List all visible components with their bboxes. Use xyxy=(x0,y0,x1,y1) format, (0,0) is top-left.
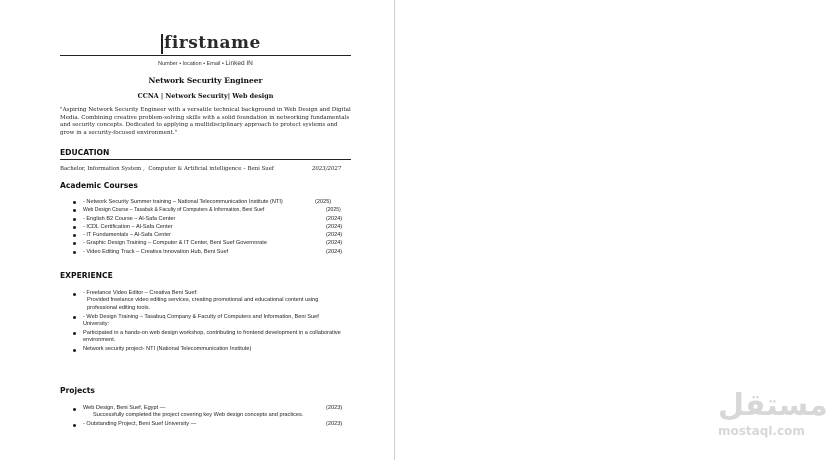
page-divider xyxy=(394,0,395,460)
contact-email: Email xyxy=(206,61,221,67)
education-entry xyxy=(60,166,351,172)
watermark-latin: mostaql.com xyxy=(718,424,805,438)
experience-heading: EXPERIENCE xyxy=(60,271,113,280)
list-item: - English B2 Course – Al-Safa Center (2024) xyxy=(72,215,362,223)
list-item: Network security project- NTI (National Telecommunication Institute) xyxy=(72,346,342,353)
education-years: 2023/2027 xyxy=(312,166,342,172)
courses-heading: Academic Courses xyxy=(60,181,138,190)
contact-location: location xyxy=(182,61,202,67)
list-item: - Freelance Video Editor – Creativa Beni Suef: Provided freelance video editing services, creating promotional and educational content using professional editing tools. xyxy=(72,290,342,312)
education-degree: Bachelor, Information System , xyxy=(60,166,145,172)
projects-list xyxy=(72,405,362,430)
list-item: - IT Fundamentals – Al-Safa Center (2024) xyxy=(72,231,362,239)
education-faculty: Computer & Artificial intelligence – Beni Suef xyxy=(148,166,274,172)
contact-linkedin: Linked IN xyxy=(225,60,253,67)
list-item: Participated in a hands-on web design workshop, contributing to frontend development in a collaborative environment. xyxy=(72,330,342,345)
job-title: Network Security Engineer xyxy=(148,76,263,85)
list-item: - Network Security Summer training – National Telecommunication Institute (NTI) (2025) xyxy=(72,198,362,206)
text-cursor xyxy=(161,34,163,54)
education-heading: EDUCATION xyxy=(60,148,110,157)
contact-number: Number xyxy=(158,61,178,67)
contact-line: Number • location • Email • Linked IN xyxy=(158,60,253,67)
resume-page xyxy=(0,0,392,460)
experience-list xyxy=(72,290,342,355)
list-item: - Graphic Design Training – Computer & IT Center, Beni Suef Governorate (2024) xyxy=(72,239,362,247)
list-item: Web Design, Beni Suef, Egypt — (2023) Successfully completed the project covering key Web design concepts and practices. xyxy=(72,405,362,420)
list-item: - ICDL Certification – Al-Safa Center (2024) xyxy=(72,223,362,231)
header-rule xyxy=(60,55,351,56)
list-item: - Web Design Training – Tasabuq Company & Faculty of Computers and Information, Beni Suef University: xyxy=(72,314,342,329)
resume-name: firstname xyxy=(164,33,261,53)
list-item: Web Design Course – Tasabuk & Faculty of Computers & Information, Beni Suef (2025) xyxy=(72,206,362,214)
list-item: - Video Editing Track – Creativa Innovation Hub, Beni Suef (2024) xyxy=(72,248,362,256)
list-item: - Outstanding Project, Beni Suef University — (2023) xyxy=(72,421,362,428)
education-rule xyxy=(60,159,351,160)
certifications-line: CCNA | Network Security| Web design xyxy=(137,92,274,100)
mostaql-watermark xyxy=(718,388,828,438)
projects-heading: Projects xyxy=(60,386,95,395)
watermark-arabic: مستقل xyxy=(718,388,828,423)
courses-list xyxy=(72,198,362,256)
summary-paragraph: "Aspiring Network Security Engineer with a versatile technical background in Web Design and Digital Media. Combining creative problem-solving skills with a solid foundation in networking fundamentals and security concepts. Dedicated to applying a multidisciplinary approach to protect systems and grow in a security-focused environment." xyxy=(60,107,351,136)
